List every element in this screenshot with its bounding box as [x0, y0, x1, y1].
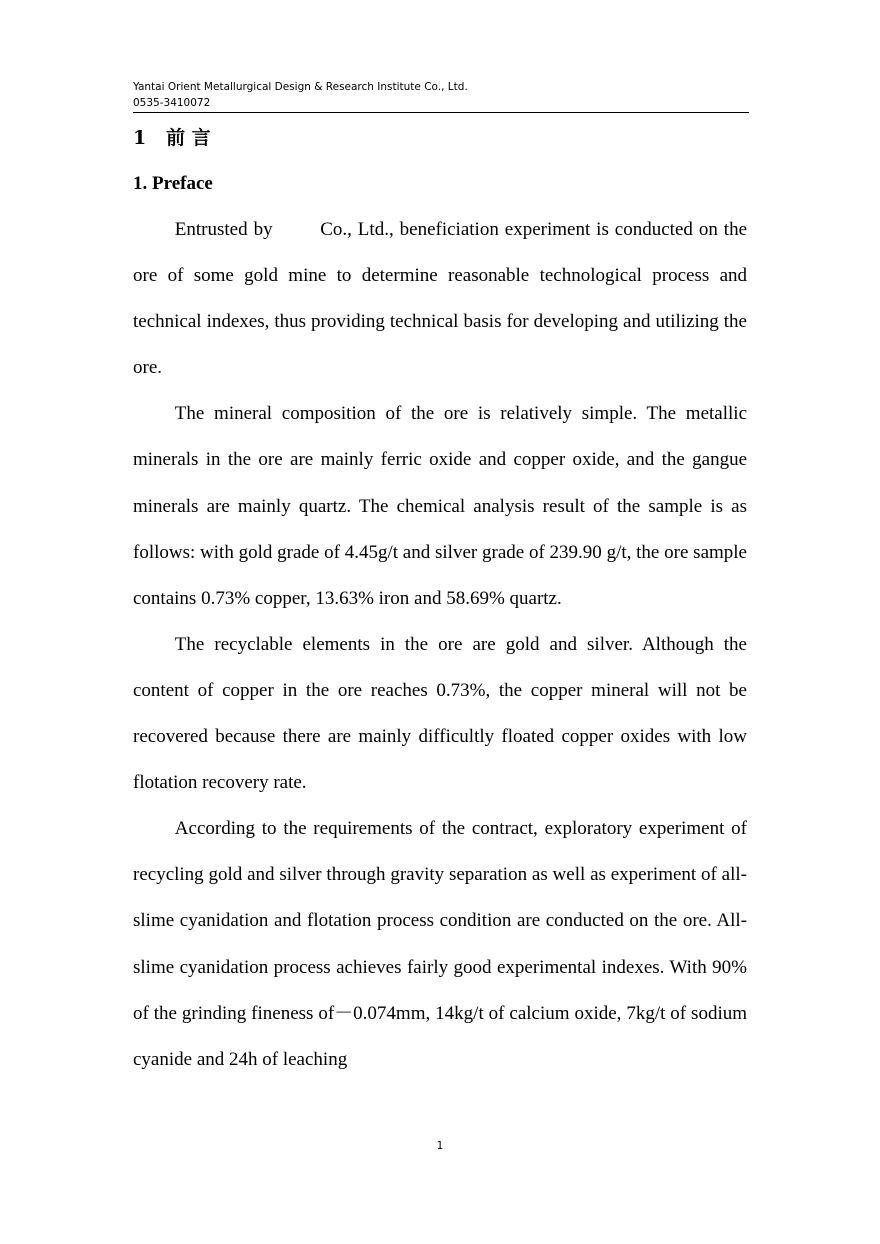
header-phone: 0535-3410072: [133, 96, 211, 109]
page-header: [133, 80, 749, 111]
paragraph-recyclable-elements: The recyclable elements in the ore are gold and silver. Although the content of copper in the ore reaches 0.73%, the copper mineral will not be recovered because there are mainly difficultly floated copper oxides with low flotation recovery rate.: [133, 633, 747, 794]
redacted-client-gap: [273, 219, 321, 240]
paragraph-contract-experiments: According to the requirements of the contract, exploratory experiment of recycling gold and silver through gravity separation as well as experiment of all-slime cyanidation and flotation process condition are conducted on the ore. All-slime cyanidation process achieves fairly good experimental indexes. With 90% of the grinding fineness of－0.074mm, 14kg/t of calcium oxide, 7kg/t of sodium cyanide and 24h of leaching: [133, 818, 747, 1070]
section-heading-english: 1. Preface: [133, 173, 213, 194]
header-company: Yantai Orient Metallurgical Design & Research Institute Co., Ltd.: [133, 81, 468, 93]
paragraph-entrusted: [133, 207, 747, 391]
paragraph-lead: Entrusted by: [174, 219, 273, 240]
header-divider: [133, 112, 749, 113]
page-number: 1: [436, 1140, 444, 1152]
document-body: [133, 207, 747, 1083]
paragraph-rest: Co., Ltd., beneficiation experiment is conducted on the ore of some gold mine to determine reasonable technological process and technical indexes, thus providing technical basis for developing and utilizing the ore.: [133, 219, 747, 379]
paragraph-mineral-composition: The mineral composition of the ore is relatively simple. The metallic minerals in the ore are mainly ferric oxide and copper oxide, and the gangue minerals are mainly quartz. The chemical analysis result of the sample is as follows: with gold grade of 4.45g/t and silver grade of 239.90 g/t, the ore sample contains 0.73% copper, 13.63% iron and 58.69% quartz.: [133, 403, 747, 609]
section-heading-chinese: 1 前 言: [133, 127, 211, 149]
